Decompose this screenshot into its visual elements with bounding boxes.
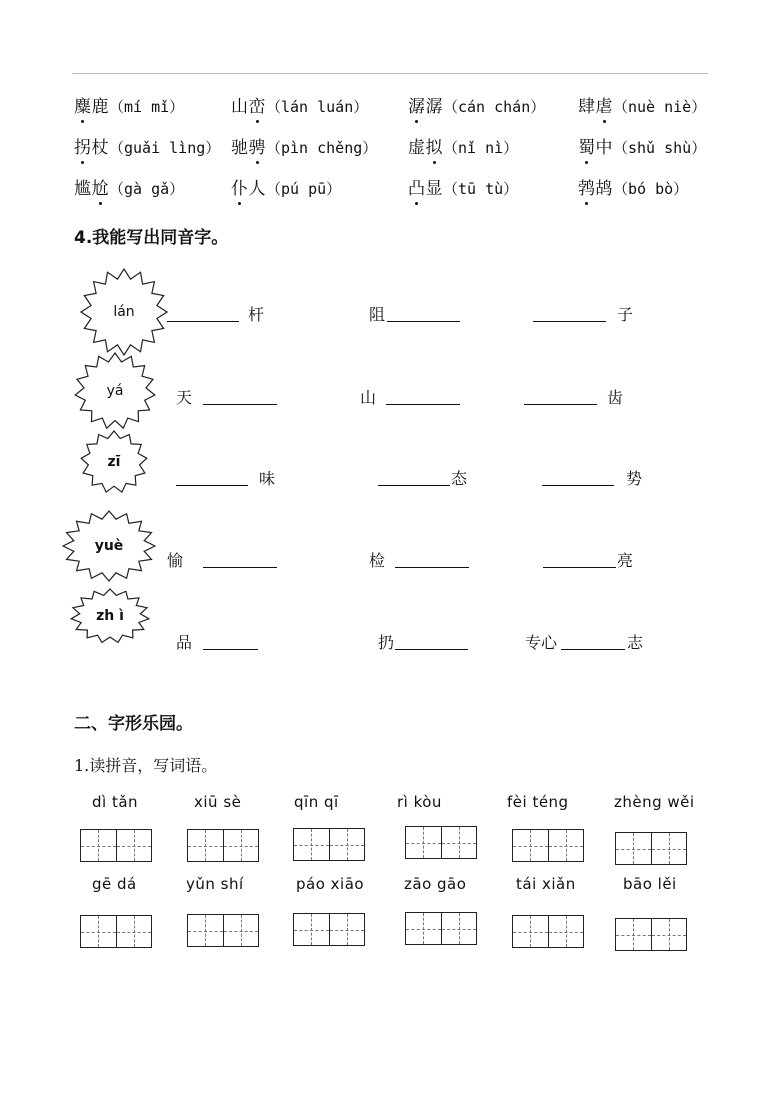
answer-blank[interactable]: [167, 321, 239, 322]
grid-cell[interactable]: [223, 830, 259, 861]
grid-cell[interactable]: [81, 916, 116, 947]
pinyin-options: （shǔ shù）: [613, 139, 707, 157]
given-char: 亮: [617, 551, 634, 570]
word-char: 蜀: [578, 138, 596, 158]
pinyin-burst: [62, 510, 156, 582]
given-char: 检: [369, 551, 386, 570]
answer-blank[interactable]: [203, 404, 277, 405]
word-char: 杖: [91, 138, 109, 158]
answer-blank[interactable]: [395, 649, 468, 650]
word-pinyin: gē dá: [92, 875, 137, 893]
pinyin-burst: [80, 430, 148, 494]
given-char: 品: [176, 633, 193, 652]
pinyin-pair: [578, 174, 688, 199]
grid-cell[interactable]: [513, 916, 548, 947]
answer-blank[interactable]: [543, 567, 616, 568]
pinyin-pair: [578, 92, 706, 117]
grid-cell[interactable]: [441, 827, 477, 858]
writing-grid[interactable]: [80, 915, 152, 948]
given-char: 阻: [369, 305, 386, 324]
given-char: 齿: [607, 388, 624, 407]
pinyin-options: （nuè niè）: [613, 98, 707, 116]
burst-pinyin: lán: [113, 304, 135, 320]
pinyin-pair: [578, 133, 706, 158]
writing-grid[interactable]: [405, 826, 477, 859]
answer-blank[interactable]: [533, 321, 606, 322]
answer-blank[interactable]: [387, 321, 460, 322]
grid-cell[interactable]: [616, 919, 651, 950]
writing-grid[interactable]: [293, 913, 365, 946]
pinyin-options: （gà gǎ）: [109, 180, 185, 198]
word-char: 虐: [595, 97, 613, 117]
writing-grid[interactable]: [405, 912, 477, 945]
word-char: 鹿: [91, 97, 109, 117]
word-char: 峦: [248, 97, 266, 117]
burst-pinyin: zh ì: [96, 608, 124, 624]
grid-cell[interactable]: [548, 916, 584, 947]
answer-blank[interactable]: [542, 485, 614, 486]
pinyin-pair: [74, 174, 184, 199]
word-pinyin: xiū sè: [194, 793, 242, 811]
pinyin-options: （pìn chěng）: [266, 139, 378, 157]
grid-cell[interactable]: [329, 829, 365, 860]
word-pinyin: páo xiāo: [296, 875, 365, 893]
given-char: 扔: [378, 633, 395, 652]
pinyin-options: （nǐ nì）: [443, 139, 519, 157]
grid-cell[interactable]: [548, 830, 584, 861]
word-pinyin: qīn qī: [294, 793, 339, 811]
pinyin-burst: [74, 352, 156, 430]
grid-cell[interactable]: [406, 827, 441, 858]
pinyin-burst: [80, 268, 168, 356]
word-pinyin: dì tǎn: [92, 793, 139, 811]
word-char: 拐: [74, 138, 92, 158]
word-char: 尬: [91, 179, 109, 199]
pinyin-options: （bó bò）: [613, 180, 689, 198]
answer-blank[interactable]: [386, 404, 460, 405]
pinyin-pair: [74, 133, 220, 158]
grid-cell[interactable]: [513, 830, 548, 861]
word-pinyin: rì kòu: [397, 793, 442, 811]
word-char: 鸪: [595, 179, 613, 199]
pinyin-options: （mí mǐ）: [109, 98, 185, 116]
grid-cell[interactable]: [223, 915, 259, 946]
answer-blank[interactable]: [203, 567, 277, 568]
grid-cell[interactable]: [116, 830, 152, 861]
burst-pinyin: yá: [106, 383, 124, 399]
writing-grid[interactable]: [615, 918, 687, 951]
answer-blank[interactable]: [524, 404, 597, 405]
given-char: 山: [360, 388, 377, 407]
section4-title: 4.我能写出同音字。: [74, 228, 229, 248]
given-char: 态: [451, 469, 468, 488]
word-pinyin: zāo gāo: [404, 875, 467, 893]
word-char: 骋: [248, 138, 266, 158]
word-char: 潺: [425, 97, 443, 117]
pinyin-options: （pú pū）: [266, 180, 342, 198]
word-char: 驰: [231, 138, 249, 158]
word-char: 人: [248, 179, 266, 199]
grid-cell[interactable]: [188, 830, 223, 861]
pinyin-options: （cán chán）: [443, 98, 546, 116]
given-char: 子: [617, 305, 634, 324]
burst-pinyin: yuè: [94, 538, 124, 554]
word-char: 潺: [408, 97, 426, 117]
word-char: 凸: [408, 179, 426, 199]
answer-blank[interactable]: [395, 567, 469, 568]
writing-grid[interactable]: [80, 829, 152, 862]
pinyin-options: （guǎi lìng）: [109, 139, 221, 157]
word-char: 鹁: [578, 179, 596, 199]
writing-grid[interactable]: [512, 829, 584, 862]
section2-title: 二、字形乐园。: [74, 714, 193, 734]
writing-grid[interactable]: [293, 828, 365, 861]
given-char: 势: [626, 469, 643, 488]
writing-grid[interactable]: [512, 915, 584, 948]
grid-cell[interactable]: [651, 919, 687, 950]
answer-blank[interactable]: [203, 649, 258, 650]
given-char: 专心: [525, 633, 558, 652]
given-char: 杆: [248, 305, 265, 324]
pinyin-pair: [74, 92, 184, 117]
grid-cell[interactable]: [294, 829, 329, 860]
writing-grid[interactable]: [187, 914, 259, 947]
q1-title: 1.读拼音，写词语。: [74, 756, 218, 775]
word-char: 仆: [231, 179, 249, 199]
word-char: 显: [425, 179, 443, 199]
word-pinyin: tái xiǎn: [516, 875, 576, 893]
grid-cell[interactable]: [616, 833, 651, 864]
grid-cell[interactable]: [441, 913, 477, 944]
grid-cell[interactable]: [294, 914, 329, 945]
writing-grid[interactable]: [615, 832, 687, 865]
pinyin-options: （tū tù）: [443, 180, 519, 198]
word-char: 拟: [425, 138, 443, 158]
answer-blank[interactable]: [561, 649, 625, 650]
pinyin-burst: [70, 588, 150, 644]
word-char: 中: [595, 138, 613, 158]
given-char: 味: [259, 469, 276, 488]
word-pinyin: yǔn shí: [186, 875, 244, 893]
pinyin-options: （lán luán）: [266, 98, 369, 116]
pinyin-pair: [231, 174, 341, 199]
grid-cell[interactable]: [116, 916, 152, 947]
pinyin-pair: [231, 92, 368, 117]
word-char: 尴: [74, 179, 92, 199]
pinyin-pair: [231, 133, 377, 158]
given-char: 天: [176, 388, 193, 407]
grid-cell[interactable]: [406, 913, 441, 944]
given-char: 志: [627, 633, 644, 652]
given-char: 愉: [167, 551, 184, 570]
top-divider: [72, 73, 708, 74]
word-char: 虚: [408, 138, 426, 158]
writing-grid[interactable]: [187, 829, 259, 862]
word-char: 山: [231, 97, 249, 117]
word-pinyin: fèi téng: [507, 793, 569, 811]
answer-blank[interactable]: [176, 485, 248, 486]
pinyin-pair: [408, 174, 518, 199]
burst-pinyin: zī: [107, 454, 121, 470]
word-pinyin: zhèng wěi: [614, 793, 695, 811]
pinyin-pair: [408, 92, 545, 117]
grid-cell[interactable]: [81, 830, 116, 861]
pinyin-pair: [408, 133, 518, 158]
grid-cell[interactable]: [329, 914, 365, 945]
word-char: 麋: [74, 97, 92, 117]
answer-blank[interactable]: [378, 485, 450, 486]
grid-cell[interactable]: [651, 833, 687, 864]
word-pinyin: bāo lěi: [623, 875, 677, 893]
grid-cell[interactable]: [188, 915, 223, 946]
word-char: 肆: [578, 97, 596, 117]
